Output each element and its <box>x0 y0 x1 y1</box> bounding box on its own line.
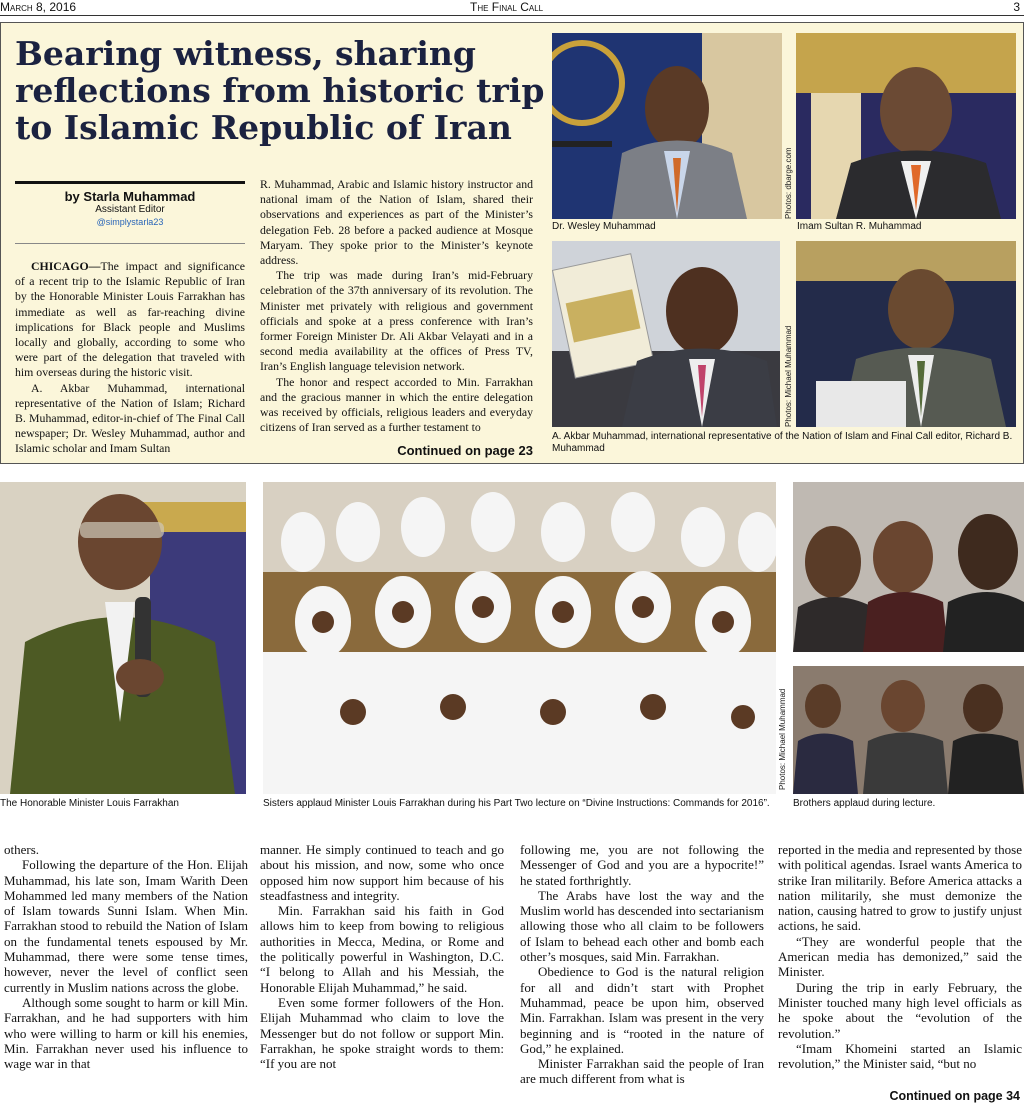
publication-name: The Final Call <box>470 0 544 14</box>
lead-paragraph: R. Muhammad, Arabic and Islamic history instructor and national imam of the Nation of Islam, shared their observations and experiences as part of the Minister’s delegation Feb. 28 before a packed audience at Mosque Maryam. They spoke prior to the Minister’s keynote address. <box>260 177 533 268</box>
wesley-muhammad-caption: Dr. Wesley Muhammad <box>552 221 656 232</box>
byline-twitter-handle[interactable]: @simplystarla23 <box>96 217 164 227</box>
brothers-photo-bottom <box>793 666 1024 794</box>
body-paragraph: “Imam Khomeini started an Islamic revolution,” the Minister said, “but no <box>778 1040 1022 1072</box>
lead-paragraph: The trip was made during Iran’s mid-February celebration of the 37th anniversary of its revolution. The Minister met privately with religious and government officials and spoke at a press conference with Iran’s former Foreign Minister Dr. Ali Akbar Velayati and in a second media availability at the offices of Press TV, Iran’s English language television network. <box>260 268 533 374</box>
lead-story-box <box>0 22 1024 464</box>
lead-column-2 <box>260 177 533 435</box>
farrakhan-photo <box>0 482 246 794</box>
running-head <box>0 0 1024 16</box>
body-paragraph: Min. Farrakhan said his faith in God allows him to keep from bowing to religious authorities in Mecca, Medina, or Rome and the politically powerful in Washington, D.C. “I belong to Allah and his Messiah, the Honorable Elijah Muhammad,” he said. <box>260 903 504 995</box>
body-paragraph: Even some former followers of the Hon. Elijah Muhammad who claim to love the Messenger but do not follow or support Min. Farrakhan, he spoke straight words to them: “If you are not <box>260 994 504 1072</box>
byline-rule <box>15 181 245 184</box>
byline-author: by Starla Muhammad <box>64 189 196 204</box>
richard-muhammad-photo <box>796 241 1016 427</box>
sisters-applaud-caption: Sisters applaud Minister Louis Farrakhan during his Part Two lecture on “Divine Instructions: Commands for 2016”. <box>263 798 770 809</box>
body-paragraph: Although some sought to harm or kill Min. Farrakhan, and he had supporters with him who were willing to harm or kill his enemies, Min. Farrakhan never used his influence to wage war in that <box>4 994 248 1072</box>
photo-credit-bottom: Photos: Michael Muhammad <box>778 688 787 790</box>
lead-column-1 <box>15 259 245 457</box>
sisters-applaud-photo <box>263 482 776 794</box>
photo-credit-top: Photos: dbarge.com <box>784 147 793 219</box>
byline <box>15 189 245 227</box>
body-paragraph: manner. He simply continued to teach and go about his mission, and now, some who once opposed him now support him because of his steadfastness and integrity. <box>260 842 504 903</box>
byline-divider <box>15 243 245 244</box>
farrakhan-caption: The Honorable Minister Louis Farrakhan <box>0 798 179 809</box>
body-paragraph: others. <box>4 842 40 857</box>
page-number: 3 <box>1013 0 1020 14</box>
continued-jump-line[interactable]: Continued on page 23 <box>397 443 533 458</box>
issue-date: March 8, 2016 <box>0 0 77 14</box>
body-paragraph: “They are wonderful people that the American media has demonized,” said the Minister. <box>778 933 1022 980</box>
dateline: CHICAGO— <box>31 259 101 273</box>
akbar-richard-caption: A. Akbar Muhammad, international representative of the Nation of Islam and Final Call editor, Richard B. Muhammad <box>552 431 1013 454</box>
brothers-caption: Brothers applaud during lecture. <box>793 798 936 809</box>
body-paragraph: Obedience to God is the natural religion for all and didn’t start with Prophet Muhammad, peace be upon him, observed Min. Farrakhan. Islam was present in the very beginning and is “rooted in the nature of God,” he explained. <box>520 964 764 1056</box>
sultan-muhammad-photo <box>796 33 1016 219</box>
continued-jump-line-bottom[interactable]: Continued on page 34 <box>885 1089 1020 1103</box>
body-paragraph: During the trip in early February, the Minister touched many high level officials as he spoke about the “evolution of the revolution.” <box>778 979 1022 1041</box>
wesley-muhammad-photo <box>552 33 782 219</box>
byline-title: Assistant Editor <box>95 204 165 215</box>
body-paragraph: following me, you are not following the Messenger of God and you are a hypocrite!” he stated forthrightly. <box>520 842 764 888</box>
body-paragraph: reported in the media and represented by those with political agendas. Israel wants America to strike Iran militarily. Before America attacks a nation militarily, she must demonize the nation, causing hatred to grow to justify unjust actions, he said. <box>778 842 1022 934</box>
photo-credit-mid: Photos: Michael Muhammad <box>784 325 793 427</box>
body-column-1 <box>4 842 248 1071</box>
lead-paragraph: A. Akbar Muhammad, international representative of the Nation of Islam; Richard B. Muhammad, editor-in-chief of The Final Call newspaper; Dr. Wesley Muhammad, author and Islamic scholar and Imam Sultan <box>15 380 245 456</box>
lead-paragraph: CHICAGO—The impact and significance of a recent trip to the Islamic Republic of Iran by the Honorable Minister Louis Farrakhan has immediate as well as far-reaching divine implications for Black people and Muslims locally and globally, according to some who were part of the delegation that traveled with him overseas during the historic visit. <box>15 259 245 380</box>
body-paragraph: The Arabs have lost the way and the Muslim world has descended into sectarianism allowing those who all claim to be followers of Islam to behead each other and bomb each other’s mosques, said Min. Farrakhan. <box>520 887 764 965</box>
headline: Bearing witness, sharing reflections from historic trip to Islamic Republic of Iran <box>15 34 545 147</box>
body-paragraph: Minister Farrakhan said the people of Iran are much different from what is <box>520 1056 764 1087</box>
lead-paragraph: The honor and respect accorded to Min. Farrakhan and the gracious manner in which the entire delegation was received by officials, religious leaders and everyday citizens of Iran served as a further testament to <box>260 374 533 435</box>
sultan-muhammad-caption: Imam Sultan R. Muhammad <box>797 221 922 232</box>
body-column-3 <box>520 842 764 1087</box>
body-paragraph: Following the departure of the Hon. Elijah Muhammad, his late son, Imam Warith Deen Mohammed led many members of the Nation of Islam towards Sunni Islam. When Min. Farrakhan stood to rebuild the Nation of Islam on the fundamental tenets espoused by Mr. Muhammad, there were some tense times, however, never the level of conflict seen currently in Muslim nations across the globe. <box>4 857 248 995</box>
body-column-4 <box>778 842 1022 1071</box>
akbar-muhammad-photo <box>552 241 780 427</box>
brothers-photo-top <box>793 482 1024 652</box>
body-column-2 <box>260 842 504 1071</box>
